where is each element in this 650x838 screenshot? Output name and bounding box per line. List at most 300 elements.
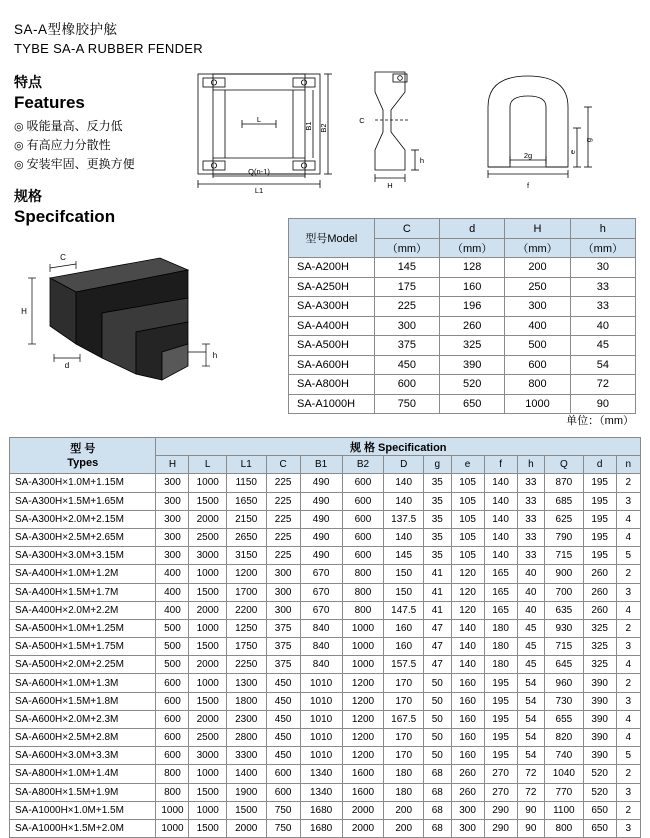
table2-cell-d-small: 325: [583, 656, 616, 674]
unit-note: 单位：（mm）: [566, 415, 634, 427]
table1-header-model-cn: 型号: [305, 233, 328, 245]
table-row: [10, 619, 641, 637]
table2-header-l: L: [189, 456, 226, 474]
table2-cell-h-small: 40: [517, 583, 545, 601]
table2-cell-b2: 600: [342, 547, 384, 565]
table1-cell-c: 450: [374, 355, 439, 375]
dim-label-l: L: [256, 115, 262, 124]
page-title-en: TYBE SA-A RUBBER FENDER: [14, 41, 203, 56]
table1-header-d: d: [440, 219, 505, 239]
table2-cell-b2: 1600: [342, 783, 384, 801]
table2-cell-e: 120: [451, 583, 484, 601]
table2-cell-g: 50: [424, 710, 452, 728]
table2-cell-e: 140: [451, 619, 484, 637]
dim-label-h-cap: H: [387, 181, 393, 190]
table2-cell-c: 300: [266, 583, 300, 601]
table1-cell-h-cap: 300: [505, 297, 570, 317]
table2-cell-type: SA-A400H×1.5M+1.7M: [10, 583, 156, 601]
table2-cell-l1: 1500: [226, 801, 266, 819]
table2-cell-f: 270: [484, 783, 517, 801]
dim-label-h-small: h: [419, 156, 425, 165]
table2-cell-e: 260: [451, 765, 484, 783]
table2-cell-g: 68: [424, 765, 452, 783]
table2-cell-l: 2500: [189, 729, 226, 747]
table-row: [10, 710, 641, 728]
features-list: [14, 117, 184, 174]
table2-cell-q: 1040: [545, 765, 584, 783]
table2-cell-h-cap: 300: [156, 474, 189, 492]
table-row: [289, 375, 636, 395]
table2-cell-d-small: 650: [583, 819, 616, 837]
table2-cell-l1: 2300: [226, 710, 266, 728]
table2-cell-g: 41: [424, 565, 452, 583]
table2-cell-n: 2: [616, 765, 640, 783]
table2-cell-b1: 670: [300, 565, 342, 583]
table2-cell-f: 195: [484, 674, 517, 692]
table2-header-types-en: Types: [67, 456, 99, 469]
features-heading-cn: 特点: [14, 74, 42, 90]
table-row: [10, 492, 641, 510]
dim-label-f: f: [526, 181, 530, 190]
table2-cell-c: 300: [266, 565, 300, 583]
table2-cell-c: 450: [266, 747, 300, 765]
table-row: [289, 258, 636, 278]
table1-cell-h-small: 54: [570, 355, 635, 375]
table2-cell-type: SA-A500H×1.5M+1.75M: [10, 638, 156, 656]
table2-cell-h-cap: 800: [156, 783, 189, 801]
table1-cell-h-small: 40: [570, 316, 635, 336]
table1-cell-d: 160: [440, 277, 505, 297]
table2-cell-type: SA-A400H×2.0M+2.2M: [10, 601, 156, 619]
model-dimension-table: [288, 218, 636, 414]
table2-cell-f: 270: [484, 765, 517, 783]
table2-cell-h-cap: 300: [156, 492, 189, 510]
page-header: [14, 18, 203, 56]
table2-header-spec: 规 格 Specification: [156, 438, 641, 456]
features-heading-en: Features: [14, 93, 85, 112]
table1-cell-h-cap: 600: [505, 355, 570, 375]
table2-header-g: g: [424, 456, 452, 474]
table2-cell-c: 225: [266, 547, 300, 565]
table2-cell-l: 1500: [189, 583, 226, 601]
table2-cell-l1: 3300: [226, 747, 266, 765]
table2-cell-q: 635: [545, 601, 584, 619]
table2-header-h-cap: H: [156, 456, 189, 474]
table1-cell-d: 260: [440, 316, 505, 336]
page-title-cn: SA-A型橡胶护舷: [14, 22, 118, 37]
table2-cell-b1: 1680: [300, 819, 342, 837]
table2-cell-l: 1500: [189, 819, 226, 837]
product-isometric-drawing: [10, 240, 260, 385]
table2-cell-e: 105: [451, 547, 484, 565]
table-row: [10, 765, 641, 783]
table2-cell-c: 225: [266, 510, 300, 528]
specification-section-heading: [14, 186, 115, 227]
table-row: [10, 547, 641, 565]
table2-cell-n: 2: [616, 801, 640, 819]
table2-cell-e: 300: [451, 801, 484, 819]
table1-cell-model: SA-A300H: [289, 297, 375, 317]
table2-cell-b2: 2000: [342, 819, 384, 837]
table2-header-l1: L1: [226, 456, 266, 474]
table1-body: [289, 258, 636, 414]
table2-cell-b1: 840: [300, 656, 342, 674]
table2-cell-type: SA-A300H×1.5M+1.65M: [10, 492, 156, 510]
table2-cell-d-cap: 157.5: [384, 656, 424, 674]
table-row: [10, 656, 641, 674]
table2-cell-b2: 1200: [342, 729, 384, 747]
table1-cell-d: 520: [440, 375, 505, 395]
table2-cell-b1: 840: [300, 638, 342, 656]
table2-cell-d-cap: 170: [384, 747, 424, 765]
table2-cell-q: 770: [545, 783, 584, 801]
table1-cell-h-small: 72: [570, 375, 635, 395]
table2-cell-c: 300: [266, 601, 300, 619]
table2-cell-f: 140: [484, 492, 517, 510]
table2-cell-c: 750: [266, 819, 300, 837]
table1-cell-h-small: 30: [570, 258, 635, 278]
table2-cell-l1: 1900: [226, 783, 266, 801]
table1-unit-d: （mm）: [440, 239, 505, 258]
table2-cell-b1: 1010: [300, 674, 342, 692]
table2-cell-q: 700: [545, 583, 584, 601]
table1-cell-c: 225: [374, 297, 439, 317]
table2-cell-q: 800: [545, 819, 584, 837]
table2-cell-b2: 1200: [342, 674, 384, 692]
table2-cell-d-small: 195: [583, 528, 616, 546]
table1-cell-model: SA-A250H: [289, 277, 375, 297]
table2-cell-f: 165: [484, 583, 517, 601]
table1-header-h-small: h: [570, 219, 635, 239]
table2-cell-q: 715: [545, 638, 584, 656]
table2-cell-l1: 1150: [226, 474, 266, 492]
table2-cell-n: 4: [616, 510, 640, 528]
table2-cell-l: 1000: [189, 801, 226, 819]
table2-cell-f: 195: [484, 710, 517, 728]
table2-cell-d-cap: 160: [384, 638, 424, 656]
table2-cell-d-small: 195: [583, 492, 616, 510]
table2-cell-l1: 2250: [226, 656, 266, 674]
list-item: ◎ 安装牢固、更换方便: [14, 155, 184, 174]
table1-cell-model: SA-A200H: [289, 258, 375, 278]
table1-cell-model: SA-A800H: [289, 375, 375, 395]
table2-cell-n: 3: [616, 819, 640, 837]
table2-cell-e: 105: [451, 492, 484, 510]
table1-cell-h-cap: 400: [505, 316, 570, 336]
table2-cell-type: SA-A800H×1.5M+1.9M: [10, 783, 156, 801]
table2-cell-h-cap: 400: [156, 583, 189, 601]
table2-cell-b1: 670: [300, 583, 342, 601]
table2-cell-b1: 490: [300, 510, 342, 528]
table2-cell-f: 290: [484, 819, 517, 837]
table2-cell-e: 160: [451, 674, 484, 692]
table2-cell-d-cap: 170: [384, 692, 424, 710]
table2-cell-f: 290: [484, 801, 517, 819]
table2-cell-e: 160: [451, 692, 484, 710]
table2-cell-h-cap: 300: [156, 528, 189, 546]
table2-cell-b2: 1000: [342, 656, 384, 674]
table2-cell-h-small: 33: [517, 510, 545, 528]
table2-cell-h-small: 33: [517, 492, 545, 510]
table-row: [10, 474, 641, 492]
table2-cell-q: 730: [545, 692, 584, 710]
table-row: [10, 601, 641, 619]
table2-cell-l: 1000: [189, 474, 226, 492]
table2-cell-type: SA-A800H×1.0M+1.4M: [10, 765, 156, 783]
table2-cell-h-small: 45: [517, 619, 545, 637]
table2-cell-e: 120: [451, 601, 484, 619]
table-row: [10, 801, 641, 819]
table2-body: [10, 474, 641, 838]
table2-cell-d-cap: 170: [384, 674, 424, 692]
table2-cell-q: 790: [545, 528, 584, 546]
table2-cell-b1: 1010: [300, 729, 342, 747]
table2-cell-b2: 600: [342, 492, 384, 510]
dim-label-2g: 2g: [523, 151, 533, 160]
table2-cell-g: 50: [424, 692, 452, 710]
table2-header-b2: B2: [342, 456, 384, 474]
table2-cell-h-small: 33: [517, 528, 545, 546]
table2-cell-q: 740: [545, 747, 584, 765]
table2-cell-d-cap: 140: [384, 492, 424, 510]
table2-cell-n: 2: [616, 474, 640, 492]
table2-cell-l: 2500: [189, 528, 226, 546]
table1-cell-d: 390: [440, 355, 505, 375]
table2-cell-l1: 1800: [226, 692, 266, 710]
table2-cell-b1: 1010: [300, 747, 342, 765]
table2-cell-h-small: 40: [517, 601, 545, 619]
list-item: ◎ 吸能量高、反力低: [14, 117, 184, 136]
table1-cell-h-small: 45: [570, 336, 635, 356]
table2-cell-d-cap: 170: [384, 729, 424, 747]
table1-cell-model: SA-A600H: [289, 355, 375, 375]
table2-cell-h-cap: 500: [156, 619, 189, 637]
table2-cell-b2: 1200: [342, 692, 384, 710]
table2-cell-e: 140: [451, 638, 484, 656]
table2-cell-h-cap: 400: [156, 601, 189, 619]
table2-cell-e: 160: [451, 710, 484, 728]
table2-cell-f: 165: [484, 565, 517, 583]
table-row: [10, 674, 641, 692]
table-row: [10, 583, 641, 601]
table2-cell-b2: 800: [342, 583, 384, 601]
table2-header-q: Q: [545, 456, 584, 474]
table2-cell-l: 1500: [189, 692, 226, 710]
table2-cell-d-small: 390: [583, 729, 616, 747]
table2-cell-h-cap: 600: [156, 674, 189, 692]
table2-header-d-cap: D: [384, 456, 424, 474]
table2-cell-n: 3: [616, 492, 640, 510]
table-row: [10, 819, 641, 837]
table-row: [289, 297, 636, 317]
spec-heading-cn: 规格: [14, 188, 42, 204]
table2-cell-d-small: 520: [583, 765, 616, 783]
table2-cell-h-cap: 300: [156, 510, 189, 528]
table2-cell-e: 105: [451, 528, 484, 546]
table2-cell-g: 50: [424, 729, 452, 747]
table2-cell-d-cap: 200: [384, 819, 424, 837]
table2-cell-e: 160: [451, 747, 484, 765]
table2-cell-e: 260: [451, 783, 484, 801]
table2-cell-l: 1000: [189, 619, 226, 637]
table2-cell-l: 3000: [189, 747, 226, 765]
table2-cell-d-small: 390: [583, 710, 616, 728]
dim-label-l1: L1: [254, 186, 264, 195]
table2-cell-d-cap: 140: [384, 528, 424, 546]
table2-cell-d-cap: 160: [384, 619, 424, 637]
table2-cell-b1: 1010: [300, 692, 342, 710]
table2-cell-b1: 1340: [300, 783, 342, 801]
table2-cell-c: 600: [266, 783, 300, 801]
table2-cell-l1: 3150: [226, 547, 266, 565]
table2-cell-l1: 1400: [226, 765, 266, 783]
table2-cell-h-small: 45: [517, 638, 545, 656]
table2-cell-h-cap: 1000: [156, 819, 189, 837]
table2-cell-f: 180: [484, 656, 517, 674]
table2-cell-g: 50: [424, 674, 452, 692]
table2-cell-c: 375: [266, 619, 300, 637]
table2-cell-g: 68: [424, 801, 452, 819]
table2-cell-h-small: 33: [517, 547, 545, 565]
table2-cell-g: 68: [424, 819, 452, 837]
table2-cell-d-small: 195: [583, 510, 616, 528]
table2-cell-b1: 490: [300, 528, 342, 546]
table-row: [10, 783, 641, 801]
table2-cell-q: 900: [545, 565, 584, 583]
table2-cell-l1: 1300: [226, 674, 266, 692]
table2-cell-q: 625: [545, 510, 584, 528]
table2-cell-g: 35: [424, 547, 452, 565]
specification-table: [9, 437, 641, 838]
table2-cell-h-small: 90: [517, 819, 545, 837]
table2-cell-c: 375: [266, 638, 300, 656]
table2-cell-n: 3: [616, 783, 640, 801]
table2-cell-g: 50: [424, 747, 452, 765]
table2-cell-b1: 1680: [300, 801, 342, 819]
table2-cell-l: 1000: [189, 565, 226, 583]
table2-cell-e: 120: [451, 565, 484, 583]
table2-cell-e: 160: [451, 729, 484, 747]
table2-cell-n: 3: [616, 692, 640, 710]
table2-cell-c: 750: [266, 801, 300, 819]
iso-label-d: d: [64, 361, 70, 370]
table2-cell-q: 1100: [545, 801, 584, 819]
table-row: [10, 747, 641, 765]
table2-cell-h-small: 72: [517, 783, 545, 801]
iso-svg: [10, 240, 260, 385]
table2-cell-h-cap: 600: [156, 710, 189, 728]
table-row: [289, 336, 636, 356]
table-row: [10, 510, 641, 528]
table2-cell-l: 2000: [189, 656, 226, 674]
table2-header-c: C: [266, 456, 300, 474]
features-section: [14, 72, 184, 174]
table-row: [289, 394, 636, 414]
dim-label-g: g: [584, 137, 593, 143]
table2-cell-e: 105: [451, 510, 484, 528]
table1-cell-d: 128: [440, 258, 505, 278]
table2-cell-c: 450: [266, 710, 300, 728]
table2-cell-type: SA-A300H×1.0M+1.15M: [10, 474, 156, 492]
table2-cell-n: 4: [616, 729, 640, 747]
drawing-svg: [180, 62, 640, 195]
table2-cell-l1: 1700: [226, 583, 266, 601]
table2-cell-l1: 1200: [226, 565, 266, 583]
table2-cell-h-small: 72: [517, 765, 545, 783]
table-row: [289, 316, 636, 336]
table1-cell-d: 650: [440, 394, 505, 414]
table2-cell-b2: 600: [342, 474, 384, 492]
table2-cell-f: 140: [484, 528, 517, 546]
table2-cell-f: 180: [484, 638, 517, 656]
table1-cell-model: SA-A400H: [289, 316, 375, 336]
table2-cell-l: 1000: [189, 765, 226, 783]
table1-cell-h-cap: 500: [505, 336, 570, 356]
table2-cell-h-cap: 400: [156, 565, 189, 583]
table2-cell-d-small: 325: [583, 638, 616, 656]
table2-cell-q: 820: [545, 729, 584, 747]
table-row: [10, 638, 641, 656]
table1-cell-d: 325: [440, 336, 505, 356]
table2-cell-d-cap: 150: [384, 583, 424, 601]
table2-cell-d-cap: 180: [384, 783, 424, 801]
table2-header-h-small: h: [517, 456, 545, 474]
table1-header-model-en: Model: [327, 233, 358, 245]
table2-cell-l: 1500: [189, 638, 226, 656]
table2-cell-d-small: 260: [583, 565, 616, 583]
table2-header-d-small: d: [583, 456, 616, 474]
table2-cell-g: 35: [424, 492, 452, 510]
table2-cell-h-cap: 500: [156, 656, 189, 674]
table2-cell-f: 195: [484, 747, 517, 765]
table1-cell-d: 196: [440, 297, 505, 317]
iso-label-h-small: h: [212, 351, 218, 360]
table2-cell-b2: 800: [342, 565, 384, 583]
table2-cell-n: 4: [616, 601, 640, 619]
table2-cell-c: 225: [266, 528, 300, 546]
table-row: [10, 692, 641, 710]
table-row: [289, 277, 636, 297]
table2-cell-c: 225: [266, 474, 300, 492]
table2-cell-h-cap: 1000: [156, 801, 189, 819]
table2-cell-d-small: 195: [583, 547, 616, 565]
table2-cell-l: 1500: [189, 492, 226, 510]
dim-label-c-side: C: [359, 116, 365, 125]
table2-cell-type: SA-A1000H×1.5M+2.0M: [10, 819, 156, 837]
table1-cell-h-cap: 250: [505, 277, 570, 297]
table2-cell-n: 2: [616, 565, 640, 583]
table2-cell-d-small: 260: [583, 601, 616, 619]
table1-cell-h-cap: 200: [505, 258, 570, 278]
table2-cell-g: 47: [424, 619, 452, 637]
table2-cell-g: 41: [424, 583, 452, 601]
table2-cell-h-cap: 500: [156, 638, 189, 656]
table2-cell-q: 930: [545, 619, 584, 637]
table2-cell-type: SA-A500H×2.0M+2.25M: [10, 656, 156, 674]
table2-cell-h-small: 90: [517, 801, 545, 819]
table2-cell-d-small: 195: [583, 474, 616, 492]
table2-cell-f: 180: [484, 619, 517, 637]
table2-cell-c: 450: [266, 692, 300, 710]
table2-cell-d-small: 390: [583, 692, 616, 710]
spec-heading-en: Specifcation: [14, 207, 116, 226]
technical-drawings: [180, 62, 640, 195]
table2-cell-f: 140: [484, 510, 517, 528]
table1-unit-h-cap: （mm）: [505, 239, 570, 258]
table2-cell-d-cap: 140: [384, 474, 424, 492]
table2-cell-type: SA-A600H×1.0M+1.3M: [10, 674, 156, 692]
table2-cell-l: 2000: [189, 601, 226, 619]
